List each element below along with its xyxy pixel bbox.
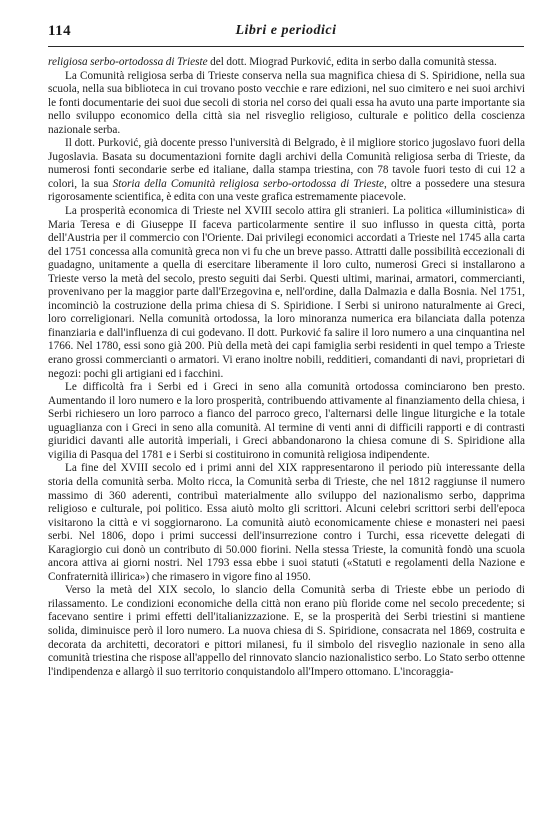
body-text [48,56,525,679]
paragraph [48,56,525,70]
paragraph [48,584,525,679]
italic-title: Storia della Comunità religiosa serbo-ortodossa di Trieste [112,177,384,190]
page-header [48,23,524,43]
page-number: 114 [48,23,72,39]
paragraph [48,70,525,138]
text-run: , oltre a possedere una stesura rigorosamente scientifica, è edita con una veste grafica estremamente piacevole. [48,177,525,204]
text-run: La fine del XVIII secolo ed i primi anni del XIX rappresentarono il periodo più interessante della storia della comunità serba. Molto ricca, la Comunità serba di Trieste, che nel 1812 raggiunse il numero massimo di 360 aderenti, contribuì materialmente allo sviluppo del nazionalismo serbo, dapprima religioso e culturale, poi politico. Essa aiutò molto gli scrittori. Alcuni celebri scrittori serbi dell'epoca visitarono la città e vi soggiornarono. La comunità aiutò economicamente chiese e monasteri nei paesi serbi. Nel 1806, dopo i primi successi dell'insurrezione contro i Turchi, essa ricevette delegati di Karagiorgio cui donò un contributo di 50.000 fiorini. Nella stessa Trieste, la comunità fondò una scuola ancora attiva ai giorni nostri. Nel 1793 essa ebbe i suoi statuti («Statuti e regolamenti della Nazione e Confraternità illirica») che rimasero in vigore fino al 1950. [48,462,525,583]
paragraph [48,205,525,381]
paragraph [48,137,525,205]
text-run: del dott. Miograd Purković, edita in serbo dalla comunità stessa. [207,56,497,68]
running-title: Libri e periodici [235,23,337,38]
header-rule [48,46,524,47]
text-run: Le difficoltà fra i Serbi ed i Greci in seno alla comunità ortodossa cominciarono ben presto. Aumentando il loro numero e la loro prosperità, contribuendo attivamente al finanziamento della chiesa, i Serbi richiesero un loro parroco a fianco del parroco greco, l'alternarsi delle lingue liturgiche e la totale uguaglianza con i Greci in seno alla comunità. Al termine di venti anni di difficili rapporti e di contrasti giuridici davanti alle autorità imperiali, i Greci abbandonarono la chiesa comune di S. Spiridione alla vigilia di Pasqua del 1781 e i Serbi si costituirono in comunità religiosa indipendente. [48,381,525,461]
text-run: Verso la metà del XIX secolo, lo slancio della Comunità serba di Trieste ebbe un periodo di rilassamento. Le condizioni economiche della città non erano più floride come nel secolo precedente; si facevano sentire i primi effetti dell'italianizzazione. E, se la prosperità dei Serbi triestini si mantiene solida, diminuisce però il loro numero. La nuova chiesa di S. Spiridione, consacrata nel 1869, costruita e decorata da architetti, decoratori e pittori milanesi, fu il simbolo del risveglio nazionale in seno alla comunità triestina che rispose all'appello del rinnovato slancio nazionalistico serbo. Lo Stato serbo ottenne l'indipendenza e allargò il suo territorio conquistandolo all'Impero ottomano. L'incoraggia- [48,584,525,678]
italic-title: religiosa serbo-ortodossa di Trieste [48,56,208,68]
text-run: La Comunità religiosa serba di Trieste conserva nella sua magnifica chiesa di S. Spiridione, nella sua scuola, nella sua biblioteca in cui trovano posto vecchie e rare edizioni, nel suo cimitero e nei suoi archivi le fonti documentarie dei suoi due secoli di storia nel corso dei quali essa ha avuto una parte importante sia nello sviluppo economico della città sia nel risveglio religioso, culturale e politico della coscienza nazionale serba. [48,69,525,136]
paragraph [48,381,525,462]
text-run: Il dott. Purković, già docente presso l'università di Belgrado, è il migliore storico jugoslavo fuori della Jugoslavia. Basata su documentazioni fornite dagli archivi della Comunità religiosa serba di Trieste, da numerosi fonti secondarie serbe ed italiane, dalla stampa triestina, con 78 tavole fuori testo di cui 12 a colori, la sua [48,137,525,190]
paragraph [48,462,525,584]
text-run: La prosperità economica di Trieste nel XVIII secolo attira gli stranieri. La politica «illuministica» di Maria Teresa e di Giuseppe II faceva particolarmente sentire il suo influsso in questa città, porta dell'Austria per il commercio con l'Oriente. Dai privilegi economici accordati a Trieste nel 1745 alla carta del 1751 concessa alla comunità greca non vi fu che un breve passo. Attratti dalle possibilità eccezionali di guadagno, unitamente a quella di esercitare liberamente il loro culto, numerosi Greci si installarono a Trieste verso la metà del secolo, presto seguiti dai Serbi. Questi ultimi, marinai, armatori, commercianti, provenivano per la maggior parte dall'Erzegovina e, nell'ordine, dalla Dalmazia e dalla Bosnia. Nel 1751, incominciò la costruzione della prima chiesa di S. Spiridione. I Serbi si unirono naturalmente ai Greci, loro correligionari. Nella comunità ortodossa, la loro minoranza numerica era bilanciata dalla potenza finanziaria e dall'influenza di cui godevano. Il dott. Purković fa salire il loro numero a una cinquantina nel 1766. Nel 1780, essi sono già 200. Più della metà dei capi famiglia serbi residenti in quel tempo a Trieste erano grossi commercianti o armatori. Vi erano inoltre nobili, redditieri, comandanti di navi, proprietari di negozi: pochi gli artigiani ed i facchini. [48,205,525,380]
